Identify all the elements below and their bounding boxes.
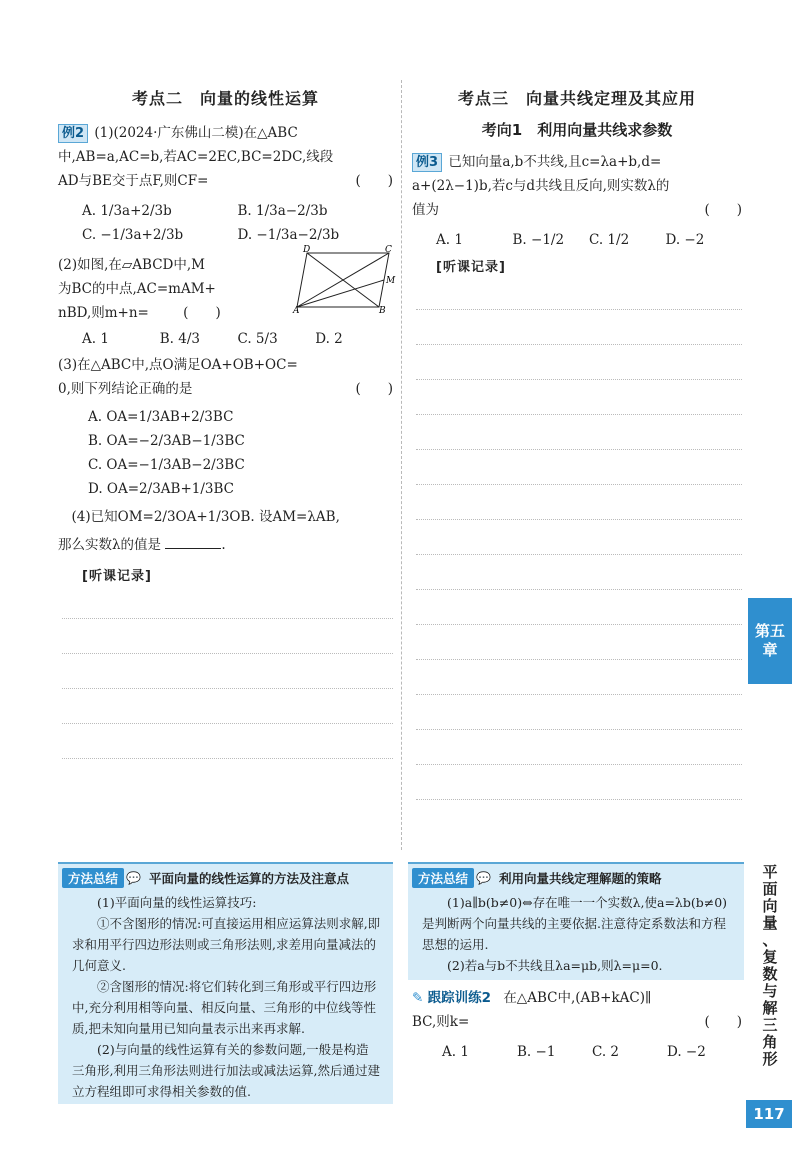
label-c: C <box>385 245 392 255</box>
notes-label: [听课记录] <box>436 260 506 275</box>
option-d[interactable]: D. −2 <box>667 1044 706 1060</box>
option-a[interactable]: A. 1 <box>82 331 109 347</box>
option-d[interactable]: D. OA=2/3AB+1/3BC <box>88 481 234 497</box>
chapter-tab[interactable] <box>748 598 792 684</box>
label-a: A <box>293 306 300 316</box>
side-char: 向 <box>762 897 778 915</box>
answer-paren: ( ) <box>704 1014 742 1030</box>
option-a[interactable]: A. 1 <box>442 1044 469 1060</box>
option-a[interactable]: A. 1 <box>436 232 463 248</box>
option-c[interactable]: C. 1/2 <box>589 232 630 248</box>
chapter-tab-line-2: 章 <box>762 641 778 659</box>
option-c[interactable]: C. 5/3 <box>237 331 278 347</box>
follow-up-training <box>412 986 742 1070</box>
ex3-line-3: 值为 <box>412 202 439 218</box>
speech-bubble-icon: 💬 <box>126 871 141 885</box>
pencil-icon: ✎ <box>412 990 424 1006</box>
option-d[interactable]: D. −1/3a−2/3b <box>237 227 340 243</box>
q1-line-3: AD与BE交于点F,则CF= <box>58 173 209 189</box>
q3-line-1: (3)在△ABC中,点O满足OA+OB+OC= <box>58 357 298 373</box>
chapter-side-title <box>752 864 788 1068</box>
answer-paren: ( ) <box>355 173 393 189</box>
example-2-q4-b: 那么实数λ的值是 . <box>58 537 226 553</box>
speech-bubble-icon: 💬 <box>476 871 491 885</box>
method-summary-left <box>58 862 393 1104</box>
ex3-line-2: a+(2λ−1)b,若c与d共线且反向,则实数λ的 <box>412 178 670 194</box>
answer-paren: ( ) <box>355 381 393 397</box>
example-2-q1 <box>58 121 393 193</box>
q1-line-2: 中,AB=a,AC=b,若AC=2EC,BC=2DC,线段 <box>58 149 334 165</box>
example-2-q2 <box>58 245 396 325</box>
side-char: 形 <box>762 1050 778 1068</box>
column-divider <box>401 80 402 850</box>
option-c[interactable]: C. −1/3a+2/3b <box>82 227 184 243</box>
option-d[interactable]: D. −2 <box>665 232 705 248</box>
label-b: B <box>379 306 386 316</box>
notes-lines[interactable] <box>62 584 393 759</box>
right-column <box>412 80 742 800</box>
example-3 <box>412 150 742 222</box>
side-char: 量 <box>762 914 778 932</box>
side-char: 角 <box>762 1033 778 1051</box>
option-b[interactable]: B. 1/3a−2/3b <box>237 203 328 219</box>
follow-line-1: 在△ABC中,(AB+kAC)∥ <box>503 990 652 1006</box>
method-line: ①不含图形的情况:可直接运用相应运算法则求解,即求和用平行四边形法则或三角形法则,求差用向量减法的几何意义. <box>72 916 381 973</box>
q2-line-2: 为BC的中点,AC=mAM+ <box>58 281 216 297</box>
q3-line-2: 0,则下列结论正确的是 <box>58 381 193 397</box>
method-summary-right <box>408 862 744 980</box>
method-line: (1)平面向量的线性运算技巧: <box>97 895 257 910</box>
notes-label: [听课记录] <box>82 569 152 584</box>
option-a[interactable]: A. 1/3a+2/3b <box>82 203 172 219</box>
q3-options <box>58 409 393 497</box>
label-m: M <box>386 276 396 286</box>
ex3-options <box>436 232 742 248</box>
method-title: 平面向量的线性运算的方法及注意点 <box>148 871 349 886</box>
side-char: 数 <box>762 965 778 983</box>
option-b[interactable]: B. OA=−2/3AB−1/3BC <box>88 433 245 449</box>
option-b[interactable]: B. 4/3 <box>159 331 200 347</box>
follow-line-2: BC,则k= <box>412 1014 470 1030</box>
method-line: ②含图形的情况:将它们转化到三角形或平行四边形中,充分利用相等向量、相反向量、三角形的中位线等性质,把未知向量用已知向量表示出来再求解. <box>72 979 377 1036</box>
chapter-tab-line-1: 第五 <box>754 622 785 640</box>
method-tag: 方法总结 <box>62 868 124 888</box>
method-tag: 方法总结 <box>412 868 474 888</box>
q2-line-3: nBD,则m+n= <box>58 305 149 321</box>
ex3-line-1: 已知向量a,b不共线,且c=λa+b,d= <box>448 154 662 170</box>
method-line: (2)若a与b不共线且λa=μb,则λ=μ=0. <box>447 958 663 973</box>
option-b[interactable]: B. −1/2 <box>512 232 565 248</box>
option-c[interactable]: C. 2 <box>592 1044 620 1060</box>
side-char: 与 <box>762 982 778 1000</box>
answer-paren: ( ) <box>704 202 742 218</box>
left-column <box>58 80 396 759</box>
side-char: 三 <box>762 1016 778 1034</box>
q4-line-1: (4)已知OM=2/3OA+1/3OB. 设AM=λAB, <box>71 509 340 525</box>
side-char: 解 <box>762 999 778 1017</box>
answer-paren: ( ) <box>183 305 221 321</box>
side-char: 复 <box>762 948 778 966</box>
section-title-2: 考点二 向量的线性运算 <box>131 89 319 108</box>
label-d: D <box>303 245 311 255</box>
sub-title: 考向1 利用向量共线求参数 <box>481 121 673 139</box>
page-number: 117 <box>746 1100 792 1128</box>
method-title: 利用向量共线定理解题的策略 <box>498 871 662 886</box>
q2-line-1: (2)如图,在▱ABCD中,M <box>58 257 205 273</box>
example-tag: 例3 <box>412 153 442 172</box>
option-c[interactable]: C. OA=−1/3AB−2/3BC <box>88 457 245 473</box>
method-line: (2)与向量的线性运算有关的参数问题,一般是构造三角形,利用三角形法则进行加法或减法运算,然后通过建立方程组即可求得相关参数的值. <box>72 1042 380 1099</box>
option-b[interactable]: B. −1 <box>517 1044 556 1060</box>
example-tag: 例2 <box>58 124 88 143</box>
method-line: (1)a∥b(b≠0)⇔存在唯一一个实数λ,使a=λb(b≠0)是判断两个向量共线的主要依据.注意待定系数法和方程思想的运用. <box>422 895 728 952</box>
parallelogram-figure <box>293 245 396 316</box>
example-2-q3 <box>58 353 393 401</box>
q4-line-2: 那么实数λ的值是 <box>58 537 162 553</box>
side-char: 面 <box>762 880 778 898</box>
q1-options <box>82 199 393 247</box>
option-a[interactable]: A. OA=1/3AB+2/3BC <box>88 409 234 425</box>
notes-lines[interactable] <box>416 275 742 800</box>
follow-title: 跟踪训练2 <box>427 990 492 1006</box>
q2-options <box>82 331 393 347</box>
answer-blank[interactable] <box>165 548 221 549</box>
side-char: 平 <box>762 863 778 881</box>
section-title-3: 考点三 向量共线定理及其应用 <box>457 89 696 108</box>
option-d[interactable]: D. 2 <box>315 331 343 347</box>
side-char: 、 <box>762 931 778 949</box>
follow-options <box>442 1040 742 1064</box>
q1-line-1: (1)(2024·广东佛山二模)在△ABC <box>94 125 298 141</box>
example-2-q4 <box>58 505 393 529</box>
